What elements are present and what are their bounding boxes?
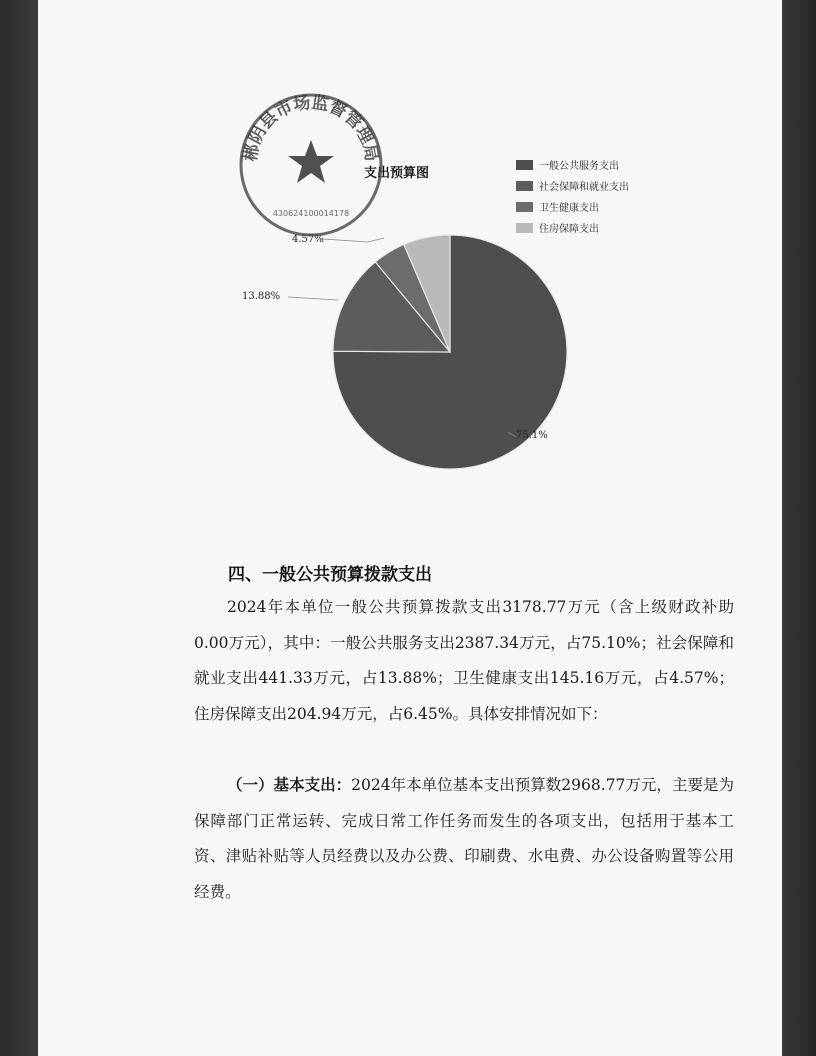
scan-edge-left <box>0 0 38 1056</box>
chart-legend <box>516 154 629 238</box>
legend-housing <box>516 217 629 238</box>
official-seal <box>236 90 386 240</box>
basic-expenditure-lead: （一）基本支出： <box>227 776 352 794</box>
legend-social-security <box>516 175 629 196</box>
paragraph-basic-expenditure <box>194 768 734 910</box>
data-label-general-services: 75.1% <box>516 430 548 441</box>
data-label-health: 4.57% <box>292 234 324 245</box>
chart-title: 支出预算图 <box>364 166 430 181</box>
legend-swatch <box>516 160 533 170</box>
pie-chart <box>38 0 782 520</box>
leader-social-security <box>288 297 338 300</box>
legend-swatch <box>516 202 533 212</box>
star-icon <box>288 140 334 183</box>
legend-label: 社会保障和就业支出 <box>539 182 629 193</box>
legend-label: 一般公共服务支出 <box>539 161 619 172</box>
legend-label: 卫生健康支出 <box>539 203 599 214</box>
basic-expenditure-body: 2024年本单位基本支出预算数2968.77万元，主要是为保障部门正常运转、完成日常工作任务而发生的各项支出，包括用于基本工资、津贴补贴等人员经费以及办公费、印刷费、水电费、办公设备购置等公用经费。 <box>194 776 734 901</box>
legend-label: 住房保障支出 <box>539 224 599 235</box>
section-heading: 四、一般公共预算拨款支出 <box>228 565 432 585</box>
seal-text: 郴阴县市场监督管理局 <box>240 92 382 163</box>
legend-health <box>516 196 629 217</box>
document-page <box>38 0 782 1056</box>
data-label-social-security: 13.88% <box>242 291 281 302</box>
seal-number: 430624100014178 <box>272 209 350 218</box>
legend-general-services <box>516 154 629 175</box>
legend-swatch <box>516 181 533 191</box>
legend-swatch <box>516 223 533 233</box>
paragraph-budget-summary: 2024年本单位一般公共预算拨款支出3178.77万元（含上级财政补助0.00万元），其中：一般公共服务支出2387.34万元，占75.10%；社会保障和就业支出441.33万元，占13.88%；卫生健康支出145.16万元，占4.57%；住房保障支出204.94万元，占6.45%。具体安排情况如下： <box>194 598 734 723</box>
scan-edge-right <box>782 0 816 1056</box>
